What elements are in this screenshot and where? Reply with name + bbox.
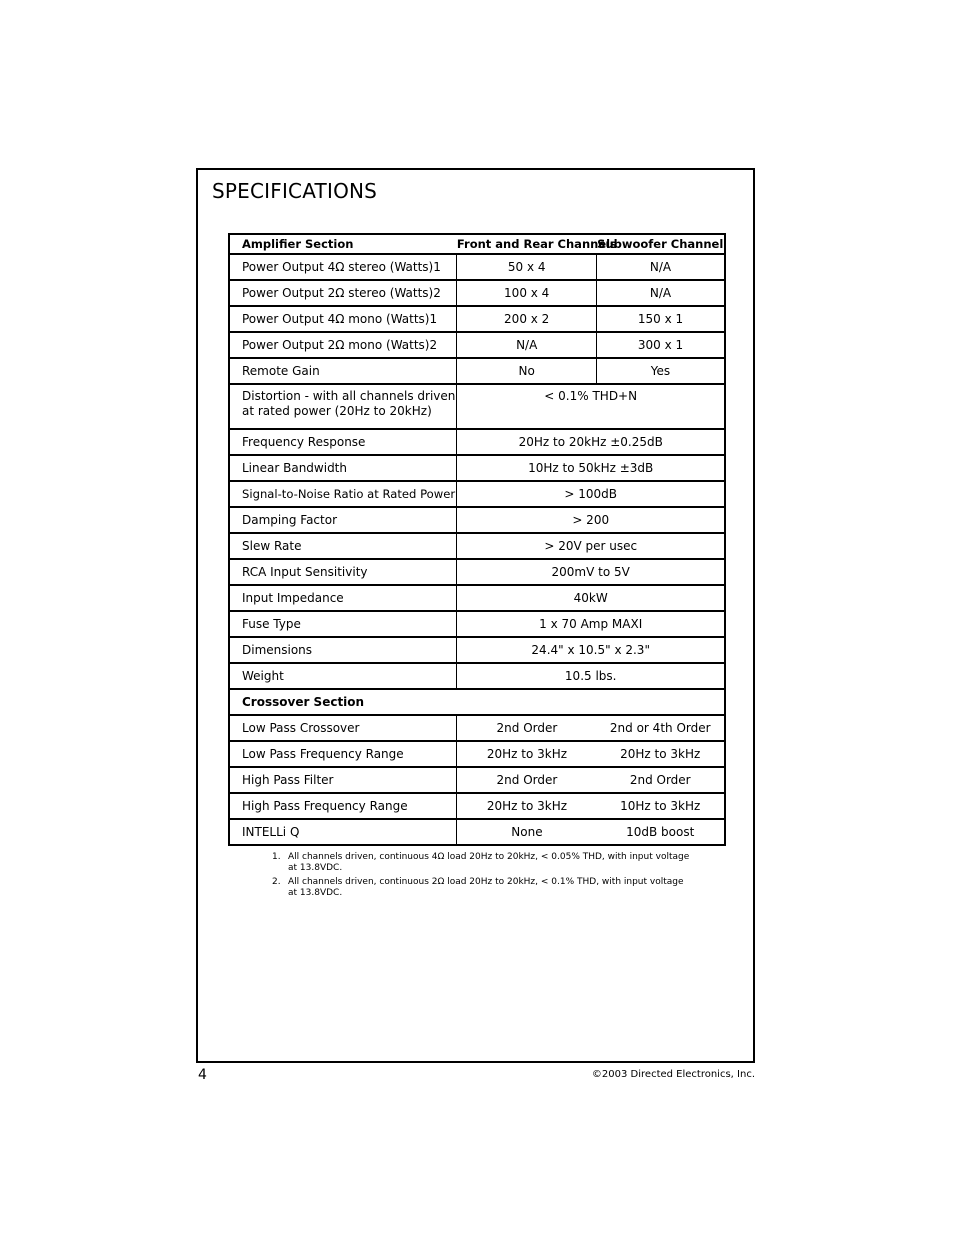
- row-value: < 0.1% THD+N: [457, 384, 725, 429]
- row-value-front: 20Hz to 3kHz: [457, 793, 597, 819]
- table-row: [229, 533, 725, 559]
- row-value-sub: 300 x 1: [596, 332, 725, 358]
- table-row: [229, 455, 725, 481]
- row-label: High Pass Frequency Range: [229, 793, 457, 819]
- table-row: [229, 280, 725, 306]
- row-value: 20Hz to 20kHz ±0.25dB: [457, 429, 725, 455]
- row-label: RCA Input Sensitivity: [229, 559, 457, 585]
- row-label: Power Output 4Ω mono (Watts)1: [229, 306, 457, 332]
- row-label: Low Pass Crossover: [229, 715, 457, 741]
- crossover-section-row: [229, 689, 725, 715]
- row-label: Low Pass Frequency Range: [229, 741, 457, 767]
- table-row: [229, 767, 725, 793]
- table-row: [229, 429, 725, 455]
- table-row: [229, 254, 725, 280]
- row-label: Weight: [229, 663, 457, 689]
- table-row: [229, 507, 725, 533]
- row-label: Distortion - with all channels driven at rated power (20Hz to 20kHz): [229, 384, 457, 429]
- row-value: 200mV to 5V: [457, 559, 725, 585]
- crossover-section-title: Crossover Section: [229, 689, 725, 715]
- row-label: Frequency Response: [229, 429, 457, 455]
- row-label: Power Output 2Ω mono (Watts)2: [229, 332, 457, 358]
- row-value-sub: Yes: [596, 358, 725, 384]
- copyright: ©2003 Directed Electronics, Inc.: [591, 1069, 755, 1080]
- row-label: Slew Rate: [229, 533, 457, 559]
- table-row: [229, 559, 725, 585]
- row-label: Remote Gain: [229, 358, 457, 384]
- row-value: 40kW: [457, 585, 725, 611]
- table-header-row: [229, 234, 725, 254]
- table-row: [229, 332, 725, 358]
- row-label: Power Output 4Ω stereo (Watts)1: [229, 254, 457, 280]
- footnote-number: 1.: [272, 852, 281, 862]
- row-value-sub: 10Hz to 3kHz: [596, 793, 725, 819]
- row-value-front: 20Hz to 3kHz: [457, 741, 597, 767]
- table-row: [229, 384, 725, 429]
- footnote: [272, 852, 692, 874]
- row-value-sub: N/A: [596, 280, 725, 306]
- table-row: [229, 793, 725, 819]
- row-label: Dimensions: [229, 637, 457, 663]
- row-value-sub: 2nd Order: [596, 767, 725, 793]
- row-value: > 20V per usec: [457, 533, 725, 559]
- table-row: [229, 715, 725, 741]
- row-value-front: N/A: [457, 332, 597, 358]
- table-row: [229, 611, 725, 637]
- footnote: [272, 877, 692, 899]
- table-row: [229, 819, 725, 845]
- footnotes: [272, 852, 692, 902]
- row-value-front: 200 x 2: [457, 306, 597, 332]
- header-front-rear: Front and Rear Channels: [457, 234, 597, 254]
- row-value-sub: 150 x 1: [596, 306, 725, 332]
- row-value-sub: 10dB boost: [626, 825, 695, 839]
- table-row: [229, 358, 725, 384]
- page-number: 4: [198, 1067, 207, 1083]
- row-value: > 200: [457, 507, 725, 533]
- row-value-front: 100 x 4: [457, 280, 597, 306]
- row-label: Input Impedance: [229, 585, 457, 611]
- row-value-front: None: [457, 819, 597, 845]
- header-label: Amplifier Section: [229, 234, 457, 254]
- row-value-front: No: [457, 358, 597, 384]
- row-value-sub: 20Hz to 3kHz: [596, 741, 725, 767]
- row-value-sub: N/A: [596, 254, 725, 280]
- row-value: 1 x 70 Amp MAXI: [457, 611, 725, 637]
- header-subwoofer: Subwoofer Channel: [596, 234, 725, 254]
- row-value: 10.5 lbs.: [457, 663, 725, 689]
- row-value-front: 50 x 4: [457, 254, 597, 280]
- row-label: INTELLi Q: [242, 825, 300, 839]
- table-row: [229, 741, 725, 767]
- row-value-sub: 2nd or 4th Order: [596, 715, 725, 741]
- row-value-front: 2nd Order: [457, 767, 597, 793]
- table-row: [229, 585, 725, 611]
- row-label: Power Output 2Ω stereo (Watts)2: [229, 280, 457, 306]
- spec-table: [228, 233, 726, 846]
- footnote-number: 2.: [272, 877, 281, 887]
- row-label: High Pass Filter: [229, 767, 457, 793]
- footnote-text: All channels driven, continuous 4Ω load 20Hz to 20kHz, < 0.05% THD, with input voltage at 13.8VDC.: [288, 852, 690, 873]
- row-value: 10Hz to 50kHz ±3dB: [457, 455, 725, 481]
- page-title: SPECIFICATIONS: [212, 179, 378, 203]
- table-row: [229, 663, 725, 689]
- row-label: Fuse Type: [229, 611, 457, 637]
- row-label: Damping Factor: [229, 507, 457, 533]
- row-label: Signal-to-Noise Ratio at Rated Power: [229, 481, 457, 507]
- row-value: > 100dB: [457, 481, 725, 507]
- row-value: 24.4" x 10.5" x 2.3": [457, 637, 725, 663]
- row-value-front: 2nd Order: [457, 715, 597, 741]
- footnote-text: All channels driven, continuous 2Ω load 20Hz to 20kHz, < 0.1% THD, with input voltage at 13.8VDC.: [288, 877, 684, 898]
- row-label: Linear Bandwidth: [229, 455, 457, 481]
- table-row: [229, 637, 725, 663]
- table-row: [229, 481, 725, 507]
- table-row: [229, 306, 725, 332]
